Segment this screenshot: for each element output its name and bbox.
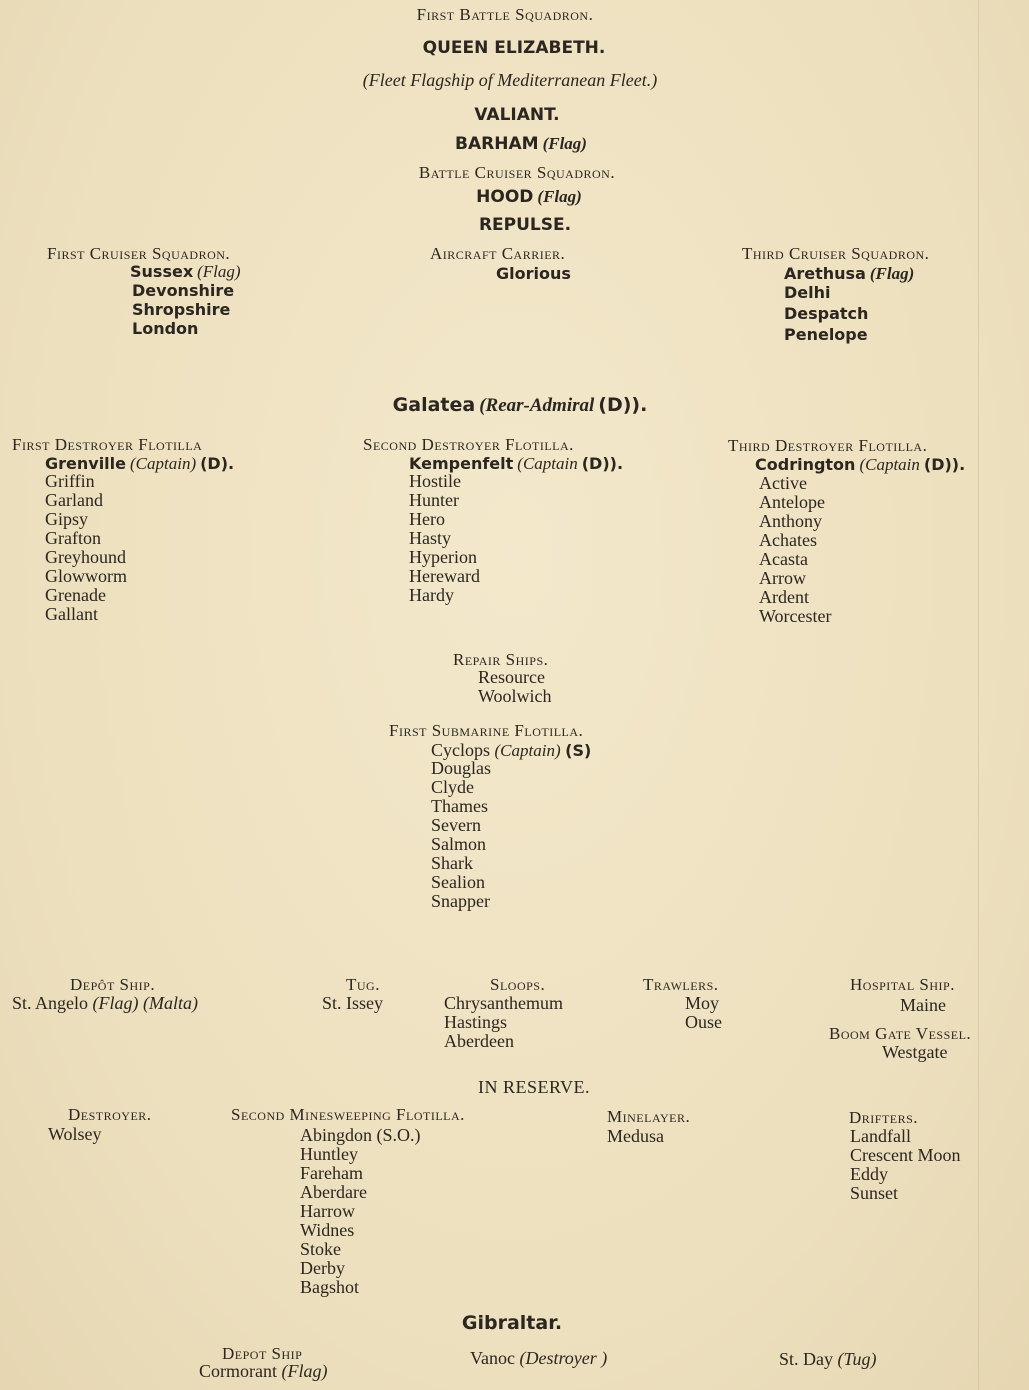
list-item: Hunter — [409, 490, 459, 510]
list-item: Stoke — [300, 1239, 342, 1259]
list-item: Severn — [431, 815, 481, 835]
gibraltar-title: Gibraltar. — [461, 1312, 563, 1334]
third-cruiser-ships — [784, 283, 868, 346]
fleet-flagship-note: (Fleet Flagship of Mediterranean Fleet.) — [362, 70, 658, 90]
third-destroyer-leader-line — [755, 455, 965, 475]
galatea-note: (Rear-Admiral — [479, 395, 595, 416]
list-item: Gallant — [45, 604, 98, 624]
list-item: Garland — [45, 490, 103, 510]
list-item: Shropshire — [132, 300, 231, 319]
barham-note: (Flag) — [542, 134, 587, 153]
list-item: Ouse — [685, 1012, 722, 1032]
st-issey: St. Issey — [322, 993, 384, 1013]
second-minesweeping-flotilla-title: Second Minesweeping Flotilla. — [231, 1105, 465, 1124]
aircraft-carrier-title: Aircraft Carrier. — [430, 244, 566, 263]
list-item: Grenade — [45, 585, 106, 605]
trawlers-title: Trawlers. — [643, 975, 719, 994]
list-item: Hyperion — [409, 547, 477, 567]
hood: HOOD — [476, 187, 534, 207]
list-item: Antelope — [759, 492, 825, 512]
st-day-note: (Tug) — [837, 1349, 877, 1369]
st-day-line — [779, 1349, 877, 1370]
list-item: Delhi — [784, 283, 831, 302]
reserve-destroyer-title: Destroyer. — [68, 1105, 152, 1124]
galatea-suffix: (D)). — [598, 394, 648, 416]
list-item: Achates — [759, 530, 817, 550]
list-item: Huntley — [300, 1144, 358, 1164]
list-item: Moy — [685, 993, 720, 1013]
list-item: London — [132, 319, 199, 338]
first-cruiser-ships — [132, 281, 234, 338]
vanoc-line — [470, 1348, 607, 1369]
list-item: Eddy — [850, 1164, 888, 1184]
first-destroyer-flotilla-title: First Destroyer Flotilla — [12, 435, 203, 454]
sussex-note: (Flag) — [197, 262, 241, 281]
cormorant: Cormorant — [199, 1361, 277, 1381]
second-destroyer-flotilla-title: Second Destroyer Flotilla. — [363, 435, 574, 454]
list-item: Shark — [431, 853, 473, 873]
list-item: Woolwich — [478, 686, 552, 706]
galatea-line — [393, 394, 648, 417]
list-item: Greyhound — [45, 547, 126, 567]
list-item: Aberdare — [300, 1182, 367, 1202]
galatea: Galatea — [392, 394, 476, 416]
barham-line — [455, 134, 587, 154]
medusa: Medusa — [607, 1126, 664, 1146]
list-item: Hastings — [444, 1012, 507, 1032]
list-item: Glowworm — [45, 566, 127, 586]
hood-line — [476, 187, 582, 207]
westgate: Westgate — [882, 1042, 948, 1062]
st-day: St. Day — [779, 1349, 833, 1369]
grenville-note: (Captain) — [130, 454, 197, 473]
vanoc: Vanoc — [470, 1348, 515, 1368]
queen-elizabeth: QUEEN ELIZABETH. — [422, 38, 606, 58]
maine: Maine — [900, 995, 946, 1015]
list-item: Thames — [431, 796, 488, 816]
first-cruiser-squadron-title: First Cruiser Squadron. — [47, 244, 231, 263]
glorious: Glorious — [496, 264, 571, 283]
trawlers-list — [685, 994, 722, 1032]
list-item: Sunset — [850, 1183, 899, 1203]
kempenfelt: Kempenfelt — [409, 454, 514, 473]
list-item: Douglas — [431, 758, 491, 778]
first-submarine-ships — [431, 759, 491, 911]
cyclops: Cyclops — [431, 740, 491, 760]
third-destroyer-flotilla-title: Third Destroyer Flotilla. — [728, 436, 928, 455]
list-item: Derby — [300, 1258, 345, 1278]
codrington-suffix: (D)). — [923, 455, 966, 474]
gibraltar-depot-title: Depot Ship — [222, 1344, 303, 1363]
list-item: Arrow — [759, 568, 806, 588]
barham: BARHAM — [455, 134, 539, 154]
list-item: Landfall — [850, 1126, 911, 1146]
list-item: Grafton — [45, 528, 101, 548]
first-submarine-flotilla-title: First Submarine Flotilla. — [389, 721, 584, 740]
list-item: Bagshot — [300, 1277, 360, 1297]
third-cruiser-squadron-title: Third Cruiser Squadron. — [742, 244, 930, 263]
in-reserve-title: IN RESERVE. — [477, 1077, 591, 1097]
cormorant-note: (Flag) — [281, 1361, 328, 1381]
drifters-list — [850, 1127, 960, 1203]
sussex: Sussex — [130, 262, 194, 281]
cyclops-note: (Captain) — [494, 741, 561, 760]
list-item: Acasta — [759, 549, 808, 569]
list-item: Aberdeen — [444, 1031, 514, 1051]
page-edge — [978, 0, 1029, 1390]
list-item: Clyde — [431, 777, 474, 797]
valiant: VALIANT. — [474, 105, 560, 125]
st-angelo-note-flag: (Flag) — [92, 993, 139, 1013]
sloops-title: Sloops. — [490, 975, 546, 994]
list-item: Worcester — [759, 606, 832, 626]
list-item: Resource — [478, 667, 545, 687]
grenville-suffix: (D). — [200, 454, 235, 473]
third-destroyer-ships — [759, 474, 832, 626]
boom-gate-vessel-title: Boom Gate Vessel. — [829, 1024, 972, 1043]
repulse: REPULSE. — [478, 215, 572, 235]
list-item: Abingdon (S.O.) — [300, 1125, 421, 1145]
grenville: Grenville — [45, 454, 126, 473]
battle-cruiser-squadron-title: Battle Cruiser Squadron. — [418, 163, 616, 182]
list-item: Despatch — [784, 304, 869, 323]
hood-note: (Flag) — [537, 187, 582, 206]
vanoc-note: (Destroyer ) — [519, 1348, 608, 1368]
second-destroyer-ships — [409, 472, 480, 605]
list-item: Snapper — [431, 891, 490, 911]
list-item: Crescent Moon — [850, 1145, 961, 1165]
minelayer-title: Minelayer. — [607, 1107, 691, 1126]
sloops-list — [444, 994, 563, 1051]
st-angelo: St. Angelo — [12, 993, 89, 1013]
list-item: Devonshire — [132, 281, 235, 300]
repair-ships-title: Repair Ships. — [453, 650, 549, 669]
cyclops-suffix: (S) — [565, 741, 592, 760]
drifters-title: Drifters. — [849, 1108, 919, 1127]
depot-ship-title: Depôt Ship. — [70, 975, 156, 994]
list-item: Hostile — [409, 471, 461, 491]
cormorant-line — [199, 1361, 327, 1382]
repair-ships-list — [478, 668, 552, 706]
list-item: Gipsy — [45, 509, 89, 529]
list-item: Ardent — [759, 587, 809, 607]
hospital-ship-title: Hospital Ship. — [850, 975, 955, 994]
list-item: Widnes — [300, 1220, 355, 1240]
list-item: Hardy — [409, 585, 454, 605]
list-item: Hero — [409, 509, 445, 529]
kempenfelt-note: (Captain — [517, 454, 578, 473]
kempenfelt-suffix: (D)). — [581, 454, 624, 473]
first-cruiser-flagship-line — [130, 262, 241, 282]
list-item: Anthony — [759, 511, 822, 531]
depot-ship-line — [12, 993, 198, 1014]
list-item: Fareham — [300, 1163, 363, 1183]
list-item: Salmon — [431, 834, 487, 854]
list-item: Sealion — [431, 872, 485, 892]
list-item: Griffin — [45, 471, 95, 491]
tug-title: Tug. — [346, 975, 380, 994]
list-item: Active — [759, 473, 807, 493]
second-minesweeping-ships — [300, 1126, 421, 1297]
st-angelo-note-malta: (Malta) — [143, 993, 198, 1013]
arethusa-note: (Flag) — [869, 264, 915, 283]
list-item: Harrow — [300, 1201, 355, 1221]
first-destroyer-ships — [45, 472, 127, 624]
arethusa: Arethusa — [784, 264, 866, 283]
list-item: Chrysanthemum — [444, 993, 563, 1013]
list-item: Hereward — [409, 566, 480, 586]
list-item: Hasty — [409, 528, 451, 548]
list-item: Penelope — [784, 325, 868, 344]
codrington-note: (Captain — [859, 455, 920, 474]
codrington: Codrington — [755, 455, 856, 474]
third-cruiser-flagship-line — [784, 264, 914, 284]
first-battle-squadron-title: First Battle Squadron. — [416, 5, 594, 24]
wolsey: Wolsey — [48, 1124, 102, 1144]
